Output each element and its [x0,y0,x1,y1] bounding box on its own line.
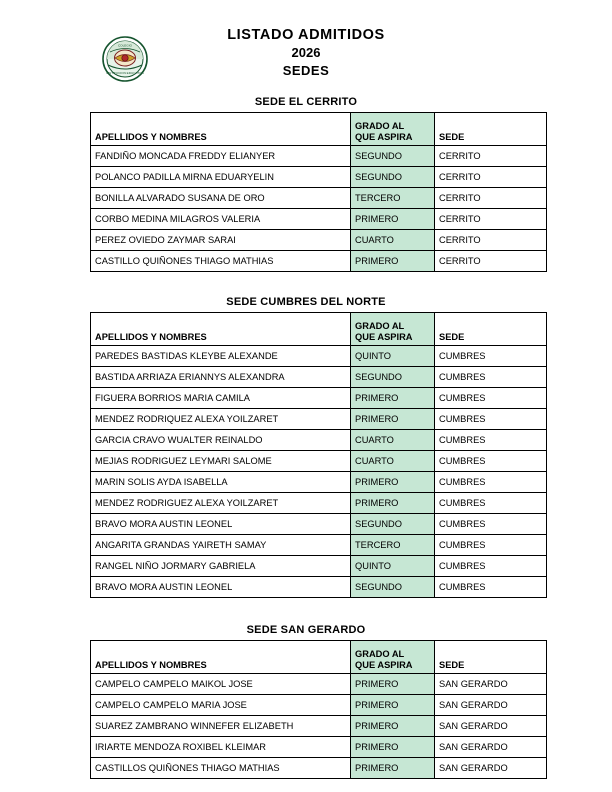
section-spacer [44,598,568,624]
table-row [91,472,547,493]
table-header-row [91,641,547,674]
column-header-sede: SEDE [435,113,547,146]
cell-grade: PRIMERO [351,209,435,230]
column-header-grade [351,313,435,346]
cell-grade: SEGUNDO [351,146,435,167]
section-sede-san-gerardo [90,624,522,779]
cell-name: IRIARTE MENDOZA ROXIBEL KLEIMAR [91,737,351,758]
section-spacer [44,272,568,296]
cell-grade: SEGUNDO [351,367,435,388]
cell-sede: CUMBRES [435,388,547,409]
cell-name: RANGEL NIÑO JORMARY GABRIELA [91,556,351,577]
cell-sede: CUMBRES [435,430,547,451]
table-row [91,430,547,451]
cell-name: GARCIA CRAVO WUALTER REINALDO [91,430,351,451]
table-row [91,556,547,577]
cell-grade: QUINTO [351,346,435,367]
column-header-name: APELLIDOS Y NOMBRES [91,641,351,674]
table-row [91,346,547,367]
cell-sede: CERRITO [435,209,547,230]
section-sede-el-cerrito [90,96,522,272]
admitted-table [90,640,547,779]
cell-sede: CUMBRES [435,346,547,367]
svg-text:INSTITUCION EDUCATIVA: INSTITUCION EDUCATIVA [106,71,144,75]
cell-sede: CERRITO [435,146,547,167]
cell-name: PEREZ OVIEDO ZAYMAR SARAI [91,230,351,251]
cell-sede: SAN GERARDO [435,674,547,695]
cell-grade: PRIMERO [351,493,435,514]
document-subtitle: SEDES [282,63,330,78]
column-header-grade [351,641,435,674]
institution-seal-logo [102,36,148,82]
table-row [91,388,547,409]
column-header-sede: SEDE [435,313,547,346]
cell-name: BASTIDA ARRIAZA ERIANNYS ALEXANDRA [91,367,351,388]
column-header-grade [351,113,435,146]
cell-sede: CUMBRES [435,556,547,577]
cell-sede: SAN GERARDO [435,695,547,716]
cell-sede: CUMBRES [435,472,547,493]
cell-grade: PRIMERO [351,716,435,737]
column-header-grade-line1: GRADO AL [355,121,405,131]
table-header-row [91,113,547,146]
cell-grade: PRIMERO [351,695,435,716]
cell-name: POLANCO PADILLA MIRNA EDUARYELIN [91,167,351,188]
admitted-table [90,312,547,598]
column-header-grade-line1: GRADO AL [355,321,405,331]
page-title: LISTADO ADMITIDOS [227,27,385,43]
cell-grade: CUARTO [351,230,435,251]
cell-grade: SEGUNDO [351,514,435,535]
cell-name: CORBO MEDINA MILAGROS VALERIA [91,209,351,230]
cell-name: PAREDES BASTIDAS KLEYBE ALEXANDE [91,346,351,367]
cell-sede: SAN GERARDO [435,758,547,779]
table-row [91,577,547,598]
cell-sede: SAN GERARDO [435,716,547,737]
cell-grade: TERCERO [351,535,435,556]
column-header-grade-line2: QUE ASPIRA [355,132,413,142]
cell-sede: CUMBRES [435,577,547,598]
cell-name: MARIN SOLIS AYDA ISABELLA [91,472,351,493]
cell-name: CASTILLO QUIÑONES THIAGO MATHIAS [91,251,351,272]
cell-grade: PRIMERO [351,758,435,779]
admitted-table [90,112,547,272]
cell-grade: CUARTO [351,430,435,451]
table-row [91,251,547,272]
cell-name: CAMPELO CAMPELO MAIKOL JOSE [91,674,351,695]
cell-sede: CUMBRES [435,409,547,430]
cell-name: MENDEZ RODRIGUEZ ALEXA YOILZARET [91,493,351,514]
cell-name: MEJIAS RODRIGUEZ LEYMARI SALOME [91,451,351,472]
table-row [91,146,547,167]
table-row [91,367,547,388]
cell-sede: CUMBRES [435,367,547,388]
cell-name: MENDEZ RODRIQUEZ ALEXA YOILZARET [91,409,351,430]
table-row [91,535,547,556]
column-header-name: APELLIDOS Y NOMBRES [91,113,351,146]
table-row [91,167,547,188]
table-row [91,230,547,251]
cell-name: BRAVO MORA AUSTIN LEONEL [91,514,351,535]
column-header-sede: SEDE [435,641,547,674]
cell-grade: CUARTO [351,451,435,472]
cell-grade: PRIMERO [351,251,435,272]
document-header [44,18,568,90]
table-row [91,188,547,209]
table-row [91,451,547,472]
cell-sede: CERRITO [435,251,547,272]
table-row [91,674,547,695]
section-sede-cumbres-del-norte [90,296,522,598]
cell-name: BONILLA ALVARADO SUSANA DE ORO [91,188,351,209]
cell-sede: CUMBRES [435,535,547,556]
cell-grade: QUINTO [351,556,435,577]
cell-grade: PRIMERO [351,409,435,430]
section-title: SEDE SAN GERARDO [246,624,366,636]
table-row [91,209,547,230]
table-row [91,409,547,430]
document-year: 2026 [291,45,321,60]
cell-grade: PRIMERO [351,472,435,493]
table-row [91,514,547,535]
column-header-grade-line1: GRADO AL [355,649,405,659]
cell-name: FIGUERA BORRIOS MARIA CAMILA [91,388,351,409]
cell-name: ANGARITA GRANDAS YAIRETH SAMAY [91,535,351,556]
cell-grade: PRIMERO [351,388,435,409]
cell-sede: SAN GERARDO [435,737,547,758]
cell-sede: CUMBRES [435,493,547,514]
column-header-name: APELLIDOS Y NOMBRES [91,313,351,346]
cell-grade: SEGUNDO [351,577,435,598]
cell-name: BRAVO MORA AUSTIN LEONEL [91,577,351,598]
table-row [91,695,547,716]
column-header-grade-line2: QUE ASPIRA [355,332,413,342]
cell-grade: PRIMERO [351,674,435,695]
cell-name: CAMPELO CAMPELO MARIA JOSE [91,695,351,716]
cell-grade: PRIMERO [351,737,435,758]
cell-sede: CUMBRES [435,514,547,535]
cell-name: CASTILLOS QUIÑONES THIAGO MATHIAS [91,758,351,779]
cell-sede: CUMBRES [435,451,547,472]
table-header-row [91,313,547,346]
cell-name: FANDIÑO MONCADA FREDDY ELIANYER [91,146,351,167]
table-row [91,758,547,779]
cell-grade: TERCERO [351,188,435,209]
section-title: SEDE CUMBRES DEL NORTE [226,296,386,308]
cell-grade: SEGUNDO [351,167,435,188]
svg-text:COLEGIO: COLEGIO [117,43,133,48]
cell-name: SUAREZ ZAMBRANO WINNEFER ELIZABETH [91,716,351,737]
cell-sede: CERRITO [435,167,547,188]
table-row [91,493,547,514]
column-header-grade-line2: QUE ASPIRA [355,660,413,670]
section-title: SEDE EL CERRITO [254,96,358,108]
cell-sede: CERRITO [435,188,547,209]
table-row [91,737,547,758]
cell-sede: CERRITO [435,230,547,251]
table-row [91,716,547,737]
